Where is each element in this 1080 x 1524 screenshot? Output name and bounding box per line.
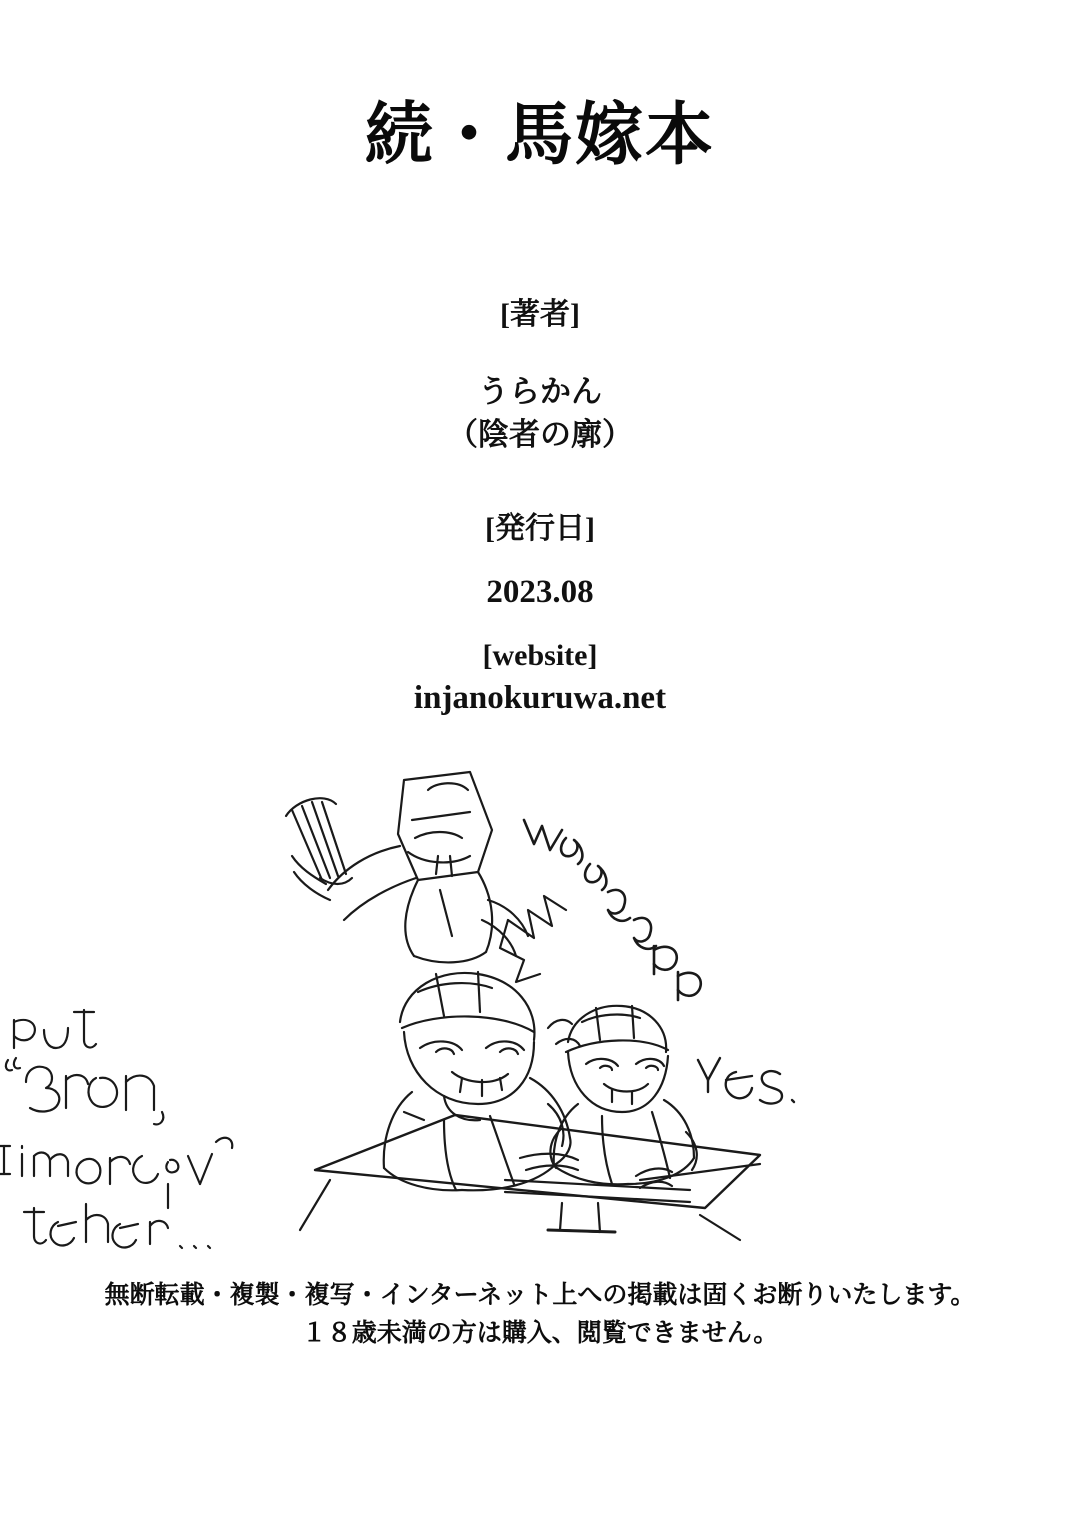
website-label: [website]: [482, 639, 598, 673]
sketch-illustration: [0, 760, 1080, 1260]
notice-line-1: 無断転載・複製・複写・インターネット上への掲載は固くお断りいたします。: [104, 1280, 976, 1309]
page-title: 続・馬嫁本: [364, 95, 715, 175]
colophon-block: [0, 295, 1080, 720]
copyright-notice: [0, 1276, 1080, 1351]
illustration: [0, 760, 1080, 1260]
date-label: [発行日]: [485, 511, 595, 545]
website-value: injanokuruwa.net: [413, 679, 667, 716]
author-circle: （陰者の廓）: [447, 417, 633, 454]
author-label: [著者]: [500, 297, 580, 331]
date-value: 2023.08: [486, 574, 594, 611]
author-name: うらかん: [478, 374, 602, 411]
notice-line-2: １８歳未満の方は購入、閲覧できません。: [301, 1317, 779, 1347]
